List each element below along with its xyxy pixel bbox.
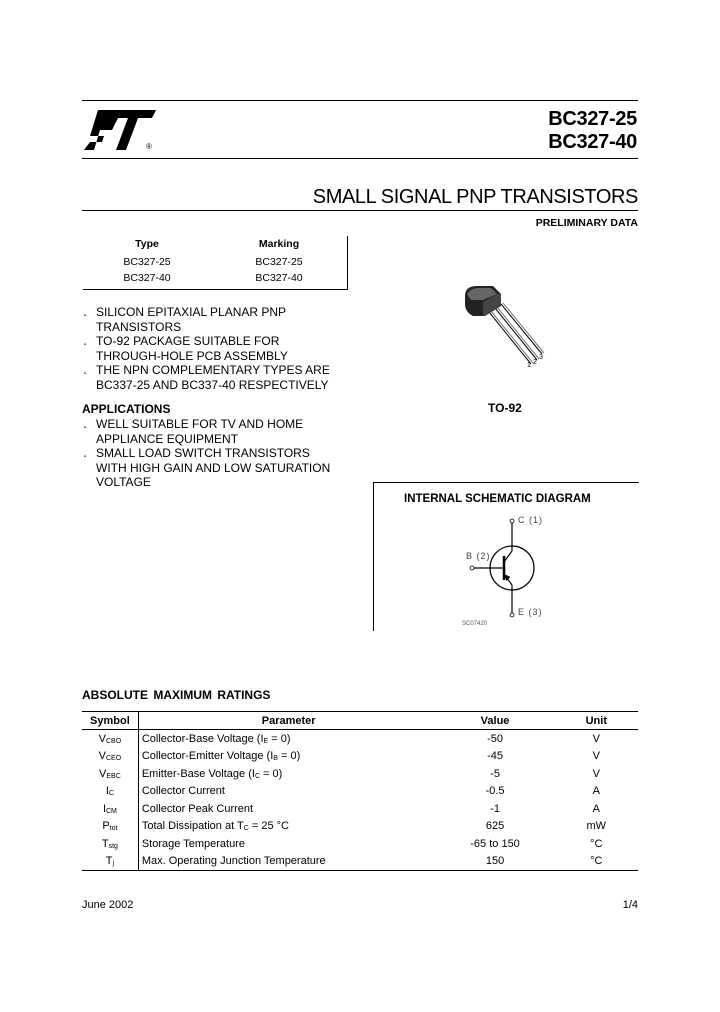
cell-text: V — [98, 750, 106, 763]
cell-text: V — [592, 767, 600, 780]
marking-value-cell: BC327-25 — [255, 256, 303, 268]
ratings-row — [82, 853, 638, 871]
ratings-row — [82, 818, 638, 836]
pin-label: 1 — [527, 362, 531, 369]
application-line: SMALL LOAD SWITCH TRANSISTORS — [96, 446, 310, 460]
to92-package-image — [455, 282, 555, 374]
ratings-header-parameter: Parameter — [138, 712, 435, 730]
ratings-unit-cell — [555, 783, 638, 801]
ratings-value-cell — [436, 835, 555, 853]
part-number-1: BC327-25 — [548, 108, 637, 130]
ratings-value-cell — [436, 765, 555, 783]
bullet-icon: ˛ — [84, 447, 88, 458]
document-title: SMALL SIGNAL PNP TRANSISTORS — [312, 186, 638, 208]
application-item — [82, 417, 362, 446]
bullet-icon: ˛ — [84, 364, 88, 375]
cell-text: V — [99, 767, 107, 780]
subscript-text: C — [108, 790, 114, 798]
logo-registered-mark: ® — [146, 142, 152, 151]
ratings-row — [82, 730, 638, 748]
cell-text: P — [102, 820, 110, 833]
feature-line: THE NPN COMPLEMENTARY TYPES ARE — [96, 363, 330, 377]
ratings-value-cell — [436, 730, 555, 748]
ratings-parameter-cell — [138, 748, 435, 766]
cell-text: T — [105, 855, 113, 868]
ratings-row — [82, 800, 638, 818]
part-number-2: BC327-40 — [548, 131, 637, 153]
application-line: APPLIANCE EQUIPMENT — [96, 431, 239, 446]
marking-table-header — [83, 238, 347, 254]
ratings-header-row — [82, 712, 638, 730]
cell-text: A — [592, 802, 600, 815]
cell-text: = 0) — [268, 732, 291, 745]
feature-line: TRANSISTORS — [96, 319, 182, 334]
cell-text: V — [98, 732, 106, 745]
emitter-pin-label: E (3) — [518, 607, 543, 617]
footer-date: June 2002 — [82, 899, 134, 911]
ratings-value-cell — [436, 748, 555, 766]
ratings-row — [82, 765, 638, 783]
ratings-unit-cell — [555, 765, 638, 783]
cell-text: Max. Operating Junction Temperature — [141, 855, 326, 868]
ratings-symbol-cell — [82, 835, 138, 853]
ratings-row — [82, 835, 638, 853]
ratings-symbol-cell — [82, 783, 138, 801]
schematic-title: INTERNAL SCHEMATIC DIAGRAM — [404, 493, 591, 505]
ratings-value-cell — [436, 800, 555, 818]
ratings-unit-cell — [555, 730, 638, 748]
ratings-table — [82, 711, 638, 871]
ratings-body — [82, 730, 638, 871]
ratings-parameter-cell — [138, 783, 435, 801]
subscript-text: stg — [108, 842, 118, 850]
cell-text: -50 — [487, 732, 503, 745]
applications-heading: APPLICATIONS — [82, 402, 171, 416]
ratings-symbol-cell — [82, 818, 138, 836]
cell-text: Storage Temperature — [141, 837, 245, 850]
cell-text: 150 — [485, 855, 505, 868]
cell-text: V — [592, 732, 600, 745]
ratings-unit-cell — [555, 835, 638, 853]
ratings-symbol-cell — [82, 853, 138, 871]
marking-value-cell: BC327-40 — [255, 272, 303, 284]
pin-label: 2 — [533, 359, 537, 366]
subscript-text: tot — [109, 825, 118, 833]
cell-text: °C — [590, 855, 603, 868]
marking-type-cell: BC327-25 — [123, 256, 171, 268]
feature-list — [82, 305, 362, 392]
title-underline — [82, 210, 638, 211]
cell-text: -1 — [490, 802, 500, 815]
cell-text: Collector-Emitter Voltage (I — [141, 750, 274, 763]
cell-text: = 0) — [277, 750, 301, 763]
marking-row — [83, 272, 347, 288]
application-line: WITH HIGH GAIN AND LOW SATURATION — [96, 460, 331, 475]
ratings-title: ABSOLUTE MAXIMUM RATINGS — [82, 688, 271, 702]
cell-text: Total Dissipation at T — [141, 820, 244, 833]
application-item — [82, 446, 362, 490]
package-label: TO-92 — [488, 401, 522, 415]
marking-row — [83, 256, 347, 272]
subscript-text: j — [112, 860, 115, 868]
collector-pin-label: C (1) — [518, 515, 543, 525]
feature-line: THROUGH-HOLE PCB ASSEMBLY — [96, 348, 288, 363]
cell-text: Collector-Base Voltage (I — [141, 732, 264, 745]
application-line: WELL SUITABLE FOR TV AND HOME — [96, 417, 304, 431]
base-pin-label: B (2) — [466, 551, 491, 561]
feature-item — [82, 305, 362, 334]
cell-text: = 0) — [260, 767, 283, 780]
subscript-text: CEO — [106, 755, 122, 763]
bullet-icon: ˛ — [84, 306, 88, 317]
feature-item — [82, 363, 362, 392]
feature-line: SILICON EPITAXIAL PLANAR PNP — [96, 305, 287, 319]
cell-text: °C — [590, 837, 603, 850]
ratings-parameter-cell — [138, 765, 435, 783]
application-line: VOLTAGE — [96, 475, 151, 489]
feature-item — [82, 334, 362, 363]
cell-text: Collector Peak Current — [141, 802, 254, 815]
subscript-text: E — [263, 737, 269, 745]
cell-text: Emitter-Base Voltage (I — [141, 767, 255, 780]
ratings-symbol-cell — [82, 800, 138, 818]
cell-text: I — [102, 802, 106, 815]
cell-text: mW — [586, 820, 607, 833]
schematic-diagram-box — [373, 482, 639, 631]
pnp-transistor-symbol-icon — [454, 515, 574, 625]
subscript-text: C — [254, 772, 260, 780]
applications-section — [82, 402, 362, 490]
cell-text: -0.5 — [485, 785, 505, 798]
cell-text: = 25 °C — [248, 820, 289, 833]
subscript-text: CM — [106, 807, 117, 815]
ratings-header-symbol: Symbol — [82, 712, 138, 730]
ratings-symbol-cell — [82, 765, 138, 783]
ratings-row — [82, 748, 638, 766]
ratings-parameter-cell — [138, 835, 435, 853]
marking-header-marking: Marking — [258, 238, 300, 250]
header-mid-rule — [82, 158, 638, 159]
ratings-unit-cell — [555, 818, 638, 836]
cell-text: -65 to 150 — [470, 837, 520, 850]
cell-text: V — [592, 750, 600, 763]
schematic-code: SC07420 — [462, 621, 488, 627]
ratings-header-value: Value — [436, 712, 555, 730]
ratings-unit-cell — [555, 853, 638, 871]
ratings-parameter-cell — [138, 818, 435, 836]
subscript-text: EBC — [106, 772, 121, 780]
ratings-parameter-cell — [138, 730, 435, 748]
cell-text: I — [105, 785, 109, 798]
bullet-icon: ˛ — [84, 418, 88, 429]
feature-line: BC337-25 AND BC337-40 RESPECTIVELY — [96, 377, 329, 392]
marking-type-cell: BC327-40 — [123, 272, 171, 284]
footer-page-number: 1/4 — [622, 899, 638, 911]
st-logo — [82, 106, 162, 156]
subscript-text: CBO — [106, 737, 122, 745]
ratings-row — [82, 783, 638, 801]
marking-header-type: Type — [135, 238, 159, 250]
preliminary-data-label: PRELIMINARY DATA — [535, 217, 638, 229]
ratings-symbol-cell — [82, 748, 138, 766]
subscript-text: B — [273, 755, 278, 763]
ratings-header-unit: Unit — [555, 712, 638, 730]
subscript-text: C — [243, 825, 249, 833]
marking-table — [83, 236, 348, 290]
cell-text: 625 — [485, 820, 505, 833]
cell-text: -45 — [487, 750, 503, 763]
ratings-parameter-cell — [138, 853, 435, 871]
ratings-unit-cell — [555, 748, 638, 766]
pin-label: 3 — [539, 354, 543, 361]
feature-line: TO-92 PACKAGE SUITABLE FOR — [96, 334, 280, 348]
ratings-value-cell — [436, 853, 555, 871]
ratings-value-cell — [436, 783, 555, 801]
ratings-symbol-cell — [82, 730, 138, 748]
ratings-value-cell — [436, 818, 555, 836]
header-top-rule — [82, 100, 638, 101]
bullet-icon: ˛ — [84, 335, 88, 346]
cell-text: Collector Current — [141, 785, 225, 798]
ratings-parameter-cell — [138, 800, 435, 818]
cell-text: T — [101, 837, 109, 850]
cell-text: -5 — [490, 767, 500, 780]
cell-text: A — [592, 785, 600, 798]
ratings-unit-cell — [555, 800, 638, 818]
